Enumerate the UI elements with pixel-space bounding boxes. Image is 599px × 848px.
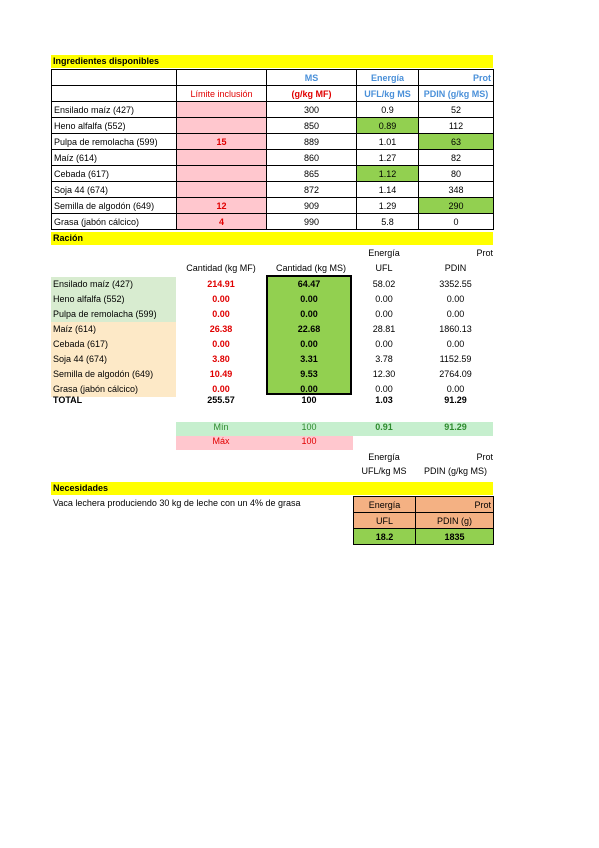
racion-ingrediente-name: Heno alfalfa (552)	[53, 294, 125, 304]
units-energia: Energía	[368, 452, 400, 462]
ms-header: MS	[267, 70, 357, 86]
racion-pdin-value: 0.00	[446, 384, 465, 394]
limite-cell[interactable]	[177, 150, 267, 166]
min-ms: 100	[301, 422, 317, 432]
ms-cell[interactable]: 860	[267, 150, 357, 166]
limite-cell[interactable]: 12	[177, 198, 267, 214]
pdin-cell[interactable]: 52	[419, 102, 494, 118]
necesidades-table	[353, 496, 494, 545]
racion-pdin-value: 0.00	[446, 339, 465, 349]
nec-energia-header: Energía	[354, 497, 416, 513]
ufl-cell[interactable]: 5.8	[357, 214, 419, 230]
limite-header: Límite inclusión	[177, 86, 267, 102]
racion-ms-value: 9.53	[300, 369, 318, 379]
racion-prot-label: Prot	[476, 248, 493, 258]
ingrediente-row	[52, 198, 494, 214]
racion-ufl-value: 0.00	[375, 309, 393, 319]
ingrediente-row	[52, 118, 494, 134]
racion-ingrediente-name: Ensilado maíz (427)	[53, 279, 134, 289]
ufl-cell[interactable]: 0.9	[357, 102, 419, 118]
pdin-cell[interactable]: 290	[419, 198, 494, 214]
units-energia-unit: UFL/kg MS	[361, 466, 407, 476]
total-mf: 255.57	[207, 395, 235, 405]
pdin-cell[interactable]: 348	[419, 182, 494, 198]
racion-ms-value: 64.47	[297, 279, 321, 289]
racion-ingrediente-name: Pulpa de remolacha (599)	[53, 309, 157, 319]
racion-ingrediente-name: Soja 44 (674)	[53, 354, 108, 364]
total-ufl: 1.03	[375, 395, 393, 405]
energia-unit-header: UFL/kg MS	[357, 86, 419, 102]
racion-mf-value: 0.00	[212, 294, 230, 304]
ingrediente-name[interactable]: Ensilado maíz (427)	[52, 102, 177, 118]
nec-pdin-value: 1835	[416, 529, 494, 545]
racion-mf-value: 0.00	[212, 384, 230, 394]
ufl-cell[interactable]: 1.14	[357, 182, 419, 198]
min-pdin: 91.29	[444, 422, 467, 432]
racion-energia-label: Energía	[368, 248, 400, 258]
racion-ms-value: 0.00	[300, 294, 318, 304]
nec-pdin-header: PDIN (g)	[416, 513, 494, 529]
ingredientes-table	[51, 69, 494, 230]
ingrediente-row	[52, 182, 494, 198]
energia-header: Energía	[357, 70, 419, 86]
ingrediente-row	[52, 166, 494, 182]
limite-cell[interactable]: 4	[177, 214, 267, 230]
limite-cell[interactable]	[177, 118, 267, 134]
ingrediente-name[interactable]: Soja 44 (674)	[52, 182, 177, 198]
total-ms: 100	[301, 395, 317, 405]
section-title-necesidades: Necesidades	[51, 482, 493, 495]
ufl-cell[interactable]: 1.29	[357, 198, 419, 214]
limite-cell[interactable]	[177, 166, 267, 182]
ingrediente-row	[52, 150, 494, 166]
ms-cell[interactable]: 865	[267, 166, 357, 182]
ingrediente-name[interactable]: Heno alfalfa (552)	[52, 118, 177, 134]
ingredientes-header-row-2	[52, 86, 494, 102]
racion-mf-value: 3.80	[212, 354, 230, 364]
ingrediente-name[interactable]: Grasa (jabón cálcico)	[52, 214, 177, 230]
ingrediente-name[interactable]: Maíz (614)	[52, 150, 177, 166]
racion-ingrediente-name: Semilla de algodón (649)	[53, 369, 154, 379]
racion-pdin-value: 1152.59	[439, 354, 472, 364]
ingrediente-name[interactable]: Semilla de algodón (649)	[52, 198, 177, 214]
ufl-cell[interactable]: 1.12	[357, 166, 419, 182]
racion-ufl-value: 28.81	[372, 324, 396, 334]
ingrediente-name[interactable]: Cebada (617)	[52, 166, 177, 182]
ms-cell[interactable]: 889	[267, 134, 357, 150]
racion-ingrediente-name: Cebada (617)	[53, 339, 109, 349]
units-prot-unit: PDIN (g/kg MS)	[423, 466, 487, 476]
racion-ingrediente-name: Grasa (jabón cálcico)	[53, 384, 139, 394]
max-ms: 100	[301, 436, 317, 446]
racion-ufl-header: UFL	[375, 263, 393, 273]
racion-mf-value: 0.00	[212, 339, 230, 349]
prot-header: Prot	[419, 70, 494, 86]
racion-ufl-value: 0.00	[375, 294, 393, 304]
nec-ufl-header: UFL	[354, 513, 416, 529]
racion-ms-value: 22.68	[297, 324, 321, 334]
ms-cell[interactable]: 990	[267, 214, 357, 230]
racion-ufl-value: 0.00	[375, 384, 393, 394]
ms-unit-header: (g/kg MF)	[267, 86, 357, 102]
racion-ingrediente-name: Maíz (614)	[53, 324, 97, 334]
ufl-cell[interactable]: 1.27	[357, 150, 419, 166]
ms-cell[interactable]: 909	[267, 198, 357, 214]
max-label: Máx	[212, 436, 230, 446]
min-label: Mín	[213, 422, 229, 432]
ingrediente-row	[52, 102, 494, 118]
racion-ms-value: 0.00	[300, 309, 318, 319]
racion-ms-value: 0.00	[300, 339, 318, 349]
racion-ms-header: Cantidad (kg MS)	[275, 263, 347, 273]
limite-cell[interactable]	[177, 182, 267, 198]
section-title-racion: Ración	[51, 232, 493, 245]
racion-pdin-value: 1860.13	[439, 324, 472, 334]
pdin-cell[interactable]: 112	[419, 118, 494, 134]
pdin-cell[interactable]: 0	[419, 214, 494, 230]
racion-pdin-header: PDIN	[444, 263, 467, 273]
racion-ms-value: 3.31	[300, 354, 318, 364]
racion-ufl-value: 12.30	[372, 369, 396, 379]
ms-cell[interactable]: 850	[267, 118, 357, 134]
ufl-cell[interactable]: 1.01	[357, 134, 419, 150]
racion-mf-value: 214.91	[207, 279, 235, 289]
pdin-cell[interactable]: 82	[419, 150, 494, 166]
racion-ufl-value: 0.00	[375, 339, 393, 349]
limite-cell[interactable]: 15	[177, 134, 267, 150]
pdin-cell[interactable]: 80	[419, 166, 494, 182]
racion-ufl-value: 58.02	[372, 279, 396, 289]
racion-ms-value: 0.00	[300, 384, 318, 394]
racion-pdin-value: 0.00	[446, 309, 465, 319]
nec-ufl-value: 18.2	[354, 529, 416, 545]
limite-cell[interactable]	[177, 102, 267, 118]
prot-unit-header: PDIN (g/kg MS)	[419, 86, 494, 102]
racion-mf-value: 10.49	[209, 369, 233, 379]
nec-prot-header: Prot	[416, 497, 494, 513]
racion-mf-value: 0.00	[212, 309, 230, 319]
racion-pdin-value: 2764.09	[439, 369, 472, 379]
units-prot: Prot	[476, 452, 493, 462]
total-pdin: 91.29	[444, 395, 467, 405]
ufl-cell[interactable]: 0.89	[357, 118, 419, 134]
racion-pdin-value: 3352.55	[439, 279, 472, 289]
ms-cell[interactable]: 872	[267, 182, 357, 198]
ingrediente-row	[52, 214, 494, 230]
min-ufl: 0.91	[375, 422, 393, 432]
pdin-cell[interactable]: 63	[419, 134, 494, 150]
ingrediente-row	[52, 134, 494, 150]
racion-ufl-value: 3.78	[375, 354, 393, 364]
necesidades-description: Vaca lechera produciendo 30 kg de leche con un 4% de grasa	[53, 498, 301, 508]
racion-pdin-value: 0.00	[446, 294, 465, 304]
total-label: TOTAL	[53, 395, 83, 405]
section-title-ingredientes: Ingredientes disponibles	[51, 55, 493, 68]
ingrediente-name[interactable]: Pulpa de remolacha (599)	[52, 134, 177, 150]
ingredientes-header-row-1	[52, 70, 494, 86]
racion-mf-value: 26.38	[209, 324, 233, 334]
ms-cell[interactable]: 300	[267, 102, 357, 118]
racion-mf-header: Cantidad (kg MF)	[186, 263, 256, 273]
